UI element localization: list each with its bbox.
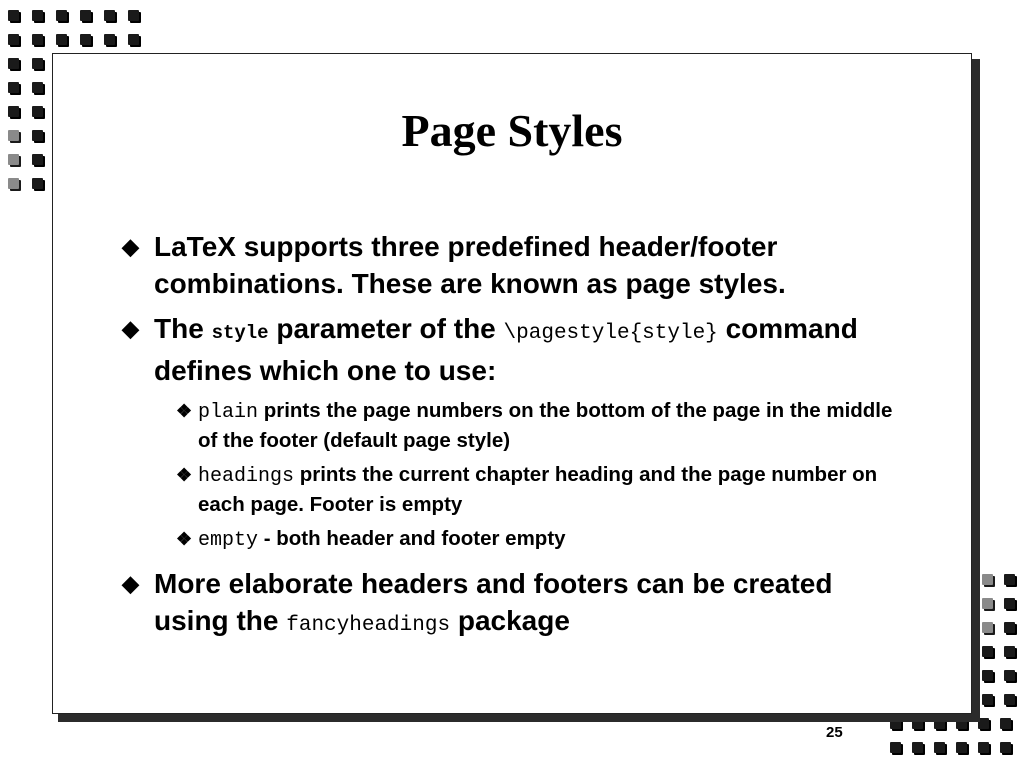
slide-title: Page Styles [401,105,623,156]
decorative-square [1004,646,1015,657]
decorative-square [1004,670,1015,681]
diamond-bullet-icon: ◆ [122,316,139,341]
clover-bullet-icon: ❖ [176,401,193,421]
sub-bullet-headings [120,461,910,519]
sub-bullet-text: prints the page numbers on the bottom of the page in the middle of the footer (default page style) [198,399,893,452]
decorative-square [982,622,993,633]
code-empty: empty [198,529,259,552]
bullet-text-part1: More elaborate headers and footers can be created using the [154,568,833,636]
slide-content [120,228,910,652]
decorative-square [982,646,993,657]
code-headings: headings [198,465,295,488]
decorative-square [32,82,43,93]
decorative-square [982,598,993,609]
decorative-square [982,574,993,585]
decorative-square [1004,574,1015,585]
decorative-square [32,34,43,45]
diamond-bullet-icon: ◆ [122,234,139,259]
decorative-square [32,58,43,69]
bullet-text-part2: package [457,605,570,636]
decorative-square [912,742,923,753]
decorative-square [8,178,19,189]
page-number: 25 [826,724,843,741]
decorative-square [104,10,115,21]
bullet-text-part3: command defines which one to use: [154,313,858,386]
decorative-square [890,742,901,753]
sub-bullet-text: - both header and footer empty [263,527,566,550]
decorative-square [978,742,989,753]
decorative-square [32,10,43,21]
diamond-bullet-icon: ◆ [122,571,139,596]
decorative-square [1004,622,1015,633]
decorative-square [104,34,115,45]
decorative-square [982,694,993,705]
code-plain: plain [198,401,259,424]
decorative-square [956,742,967,753]
decorative-square [1000,742,1011,753]
decorative-square [8,58,19,69]
pagestyle-command: \pagestyle{style} [503,322,718,345]
code-fancyheadings: fancyheadings [286,614,451,637]
bullet-text-part1: The [154,313,204,344]
decorative-square [1004,598,1015,609]
decorative-square [982,670,993,681]
decorative-square [80,10,91,21]
bullet-text-part2: parameter of the [276,313,496,344]
sub-bullet-plain [120,397,910,455]
bullet-style-parameter [120,310,910,389]
sub-bullet-text: prints the current chapter heading and the page number on each page. Footer is empty [198,463,878,516]
clover-bullet-icon: ❖ [176,529,193,549]
decorative-square [1000,718,1011,729]
decorative-square [8,34,19,45]
bullet-predefined-styles [120,228,910,302]
decorative-square [56,34,67,45]
style-keyword: style [211,322,269,344]
decorative-square [8,10,19,21]
clover-bullet-icon: ❖ [176,465,193,485]
decorative-square [934,742,945,753]
sub-bullet-empty [120,525,910,555]
decorative-square [128,34,139,45]
decorative-square [8,82,19,93]
decorative-square [56,10,67,21]
decorative-square [80,34,91,45]
bullet-fancyheadings [120,565,910,644]
bullet-text: LaTeX supports three predefined header/footer combinations. These are known as page styles. [154,231,786,299]
decorative-square [1004,694,1015,705]
decorative-square [128,10,139,21]
decorative-square [32,178,43,189]
